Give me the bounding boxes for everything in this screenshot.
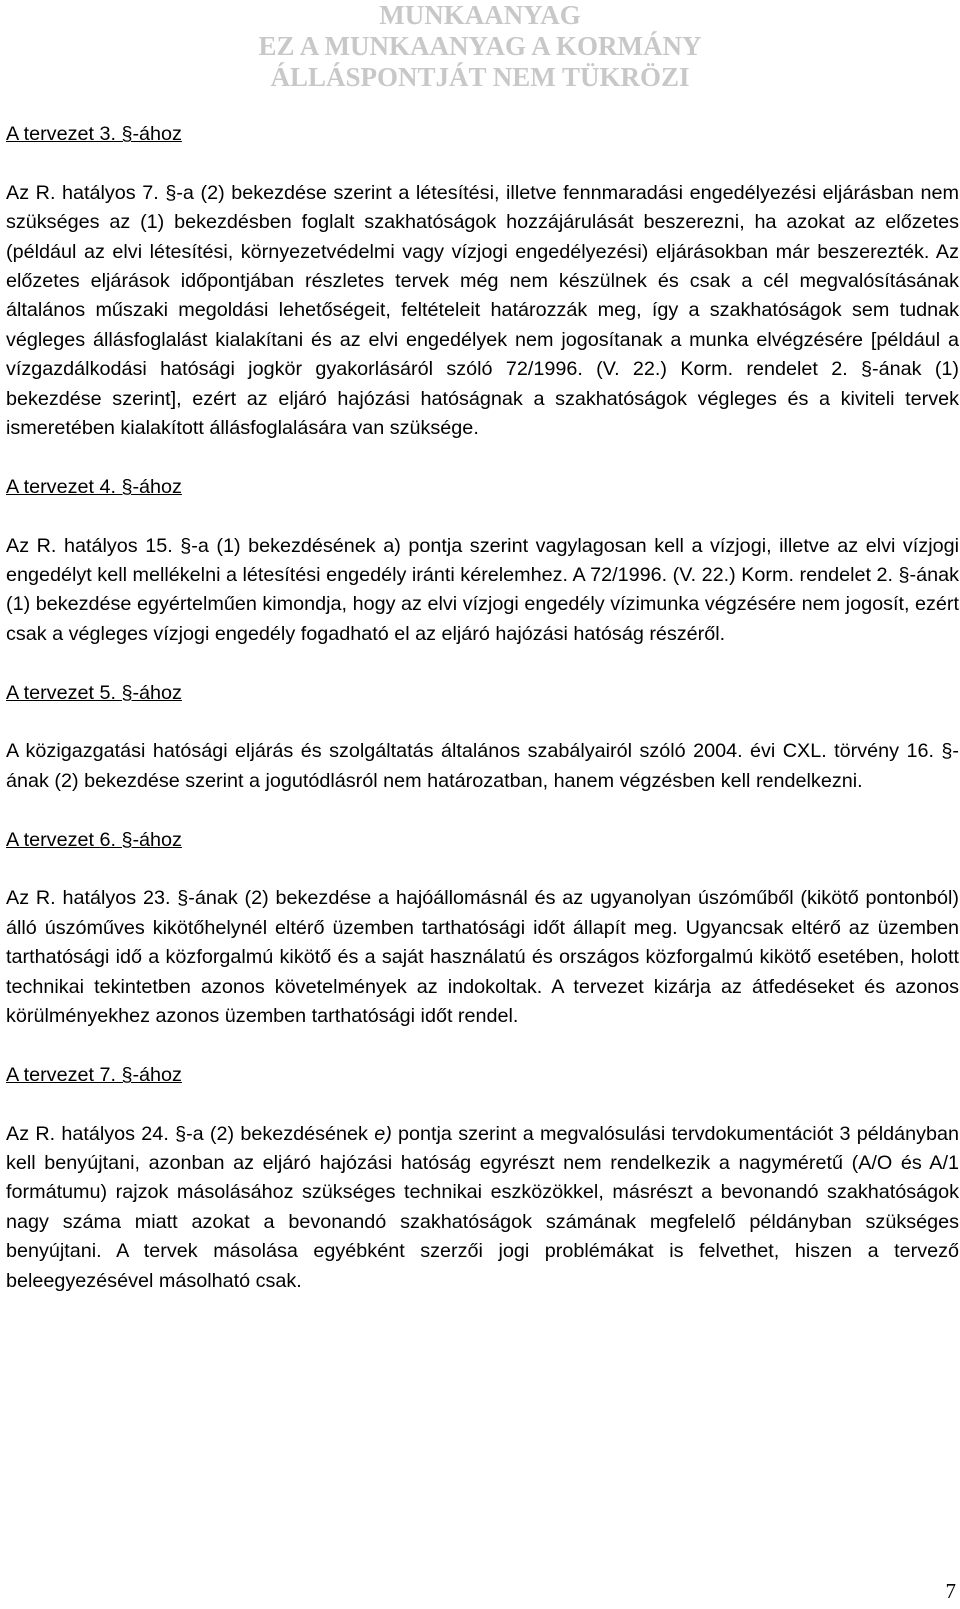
section-paragraph: A közigazgatási hatósági eljárás és szolgáltatás általános szabályairól szóló 2004. évi CXL. törvény 16. §-ának (2) bekezdése szerint a jogutódlásról nem határozatban, hanem végzésben kell rendelkezni. (6, 740, 959, 792)
section-heading: A tervezet 7. §-ához (6, 1063, 182, 1086)
section-heading: A tervezet 5. §-ához (6, 681, 182, 704)
paragraph-italic-point: e) (374, 1122, 392, 1145)
page-number: 7 (945, 1579, 956, 1603)
document-body (6, 120, 959, 1326)
watermark-line-3: ÁLLÁSPONTJÁT NEM TÜKRÖZI (270, 62, 690, 92)
section-paragraph: Az R. hatályos 7. §-a (2) bekezdése szerint a létesítési, illetve fennmaradási engedélyezési eljárásban nem szükséges az (1) bekezdésben foglalt szakhatóságok hozzájárulását beszerezni, ha azokat az előzetes (például az elvi létesítési, környezetvédelmi vagy vízjogi engedélyezési) eljárásokban már beszerezték. Az előzetes eljárások időpontjában részletes tervek még nem készülnek és csak a cél megvalósításának általános műszaki megoldási lehetőségeit, feltételeit határozzák meg, így a szakhatóságok sem tudnak végleges állásfoglalást kialakítani és az elvi engedélyek nem jogosítanak a munka elvégzésére [például a vízgazdálkodási hatósági jogkör gyakorlásáról szóló 72/1996. (V. 22.) Korm. rendelet 2. §-ának (1) bekezdése szerint], ezért az eljáró hajózási hatóságnak a szakhatóságok végleges és a kiviteli tervek ismeretében kialakított állásfoglalására van szüksége. (6, 181, 959, 440)
section-paragraph: Az R. hatályos 23. §-ának (2) bekezdése a hajóállomásnál és az ugyanolyan úszóműből (kikötő pontonból) álló úszóműves kikötőhelynél eltérő üzemben tarthatósági időt állapít meg. Ugyancsak eltérő az üzemben tarthatósági idő a közforgalmú kikötő és a saját használatú és országos közforgalmú kikötő esetében, holott technikai tekintetben azonos követelmények az indokoltak. A tervezet kizárja az átfedéseket és azonos körülményekhez azonos üzemben tarthatósági időt rendel. (6, 887, 959, 1028)
section-paragraph: Az R. hatályos 15. §-a (1) bekezdésének a) pontja szerint vagylagosan kell a vízjogi, illetve az elvi vízjogi engedélyt kell mellékelni a létesítési engedély iránti kérelemhez. A 72/1996. (V. 22.) Korm. rendelet 2. §-ának (1) bekezdése egyértelműen kimondja, hogy az elvi vízjogi engedély vízimunka végzésére nem jogosít, ezért csak a végleges vízjogi engedély fogadható el az eljáró hajózási hatóság részéről. (6, 534, 959, 645)
section-paragraph (6, 1120, 959, 1296)
section-heading: A tervezet 6. §-ához (6, 828, 182, 851)
section-heading: A tervezet 3. §-ához (6, 123, 182, 145)
paragraph-text-after: pontja szerint a megvalósulási tervdokumentációt 3 példányban kell benyújtani, azonban az eljáró hajózási hatóság egyrészt nem rendelkezik a nagyméretű (A/O és A/1 formátumu) rajzok másolásához szükséges technikai eszközökkel, másrészt a bevonandó szakhatóságok nagy száma miatt azokat a bevonandó szakhatóságok számának megfelelő példányban szükséges benyújtani. A tervek másolása egyébként szerzői jogi problémákat is felvethet, hiszen a tervező beleegyezésével másolható csak. (6, 1122, 960, 1292)
paragraph-text-before: Az R. hatályos 24. §-a (2) bekezdésének (6, 1122, 375, 1145)
watermark-line-1: MUNKAANYAG (379, 0, 581, 30)
draft-watermark (210, 0, 750, 93)
watermark-line-2: EZ A MUNKAANYAG A KORMÁNY (258, 31, 702, 61)
section-heading: A tervezet 4. §-ához (6, 475, 182, 498)
